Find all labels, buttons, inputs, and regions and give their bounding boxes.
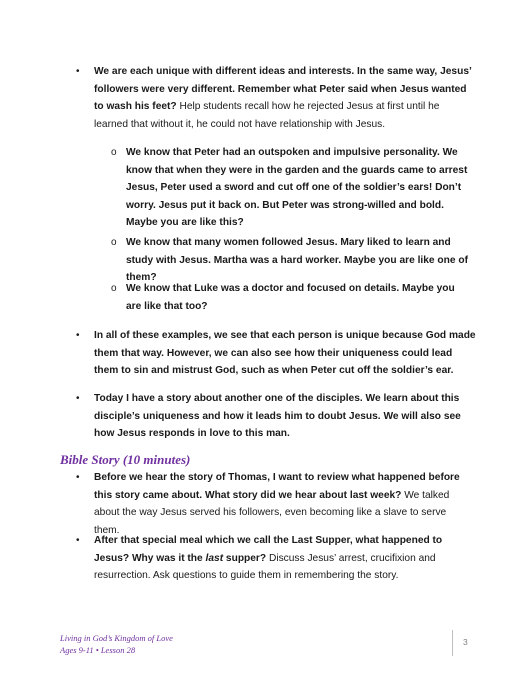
paragraph	[94, 390, 474, 443]
paragraph-normal: Discuss Jesus’ arrest, crucifixion and resurrection. Ask questions to guide them in remembering the story.	[94, 552, 436, 582]
paragraph-italic: last	[205, 552, 224, 564]
paragraph-normal: We talked about the way Jesus served his followers, even becoming like a slave to serve them.	[94, 489, 450, 536]
paragraph	[94, 63, 474, 133]
footer-divider	[452, 630, 453, 656]
footer-subtitle: Ages 9-11 • Lesson 28	[60, 645, 136, 655]
paragraph-bold: Today I have a story about another one of the disciples. We learn about this disciple’s uniqueness and how it leads him to doubt Jesus. We will also see how Jesus responds in love to this man.	[94, 393, 461, 440]
paragraph	[126, 144, 471, 232]
sub-bullet: o	[111, 237, 117, 248]
paragraph-bold: We know that many women followed Jesus. Mary liked to learn and study with Jesus. Martha was a hard worker. Maybe you are like one of them?	[126, 237, 468, 284]
paragraph-bold: We are each unique with different ideas and interests. In the same way, Jesus’ followers were very different. Remember what Peter said when Jesus wanted to wash his feet?	[94, 66, 472, 113]
paragraph-bold: We know that Luke was a doctor and focused on details. Maybe you are like that too?	[126, 283, 455, 312]
paragraph-bold: After that special meal which we call the Last Supper, what happened to Jesus? Why was it the	[94, 535, 443, 564]
section-heading: Bible Story (10 minutes)	[60, 452, 191, 467]
bullet: •	[76, 393, 80, 404]
sub-bullet: o	[111, 147, 117, 158]
bullet: •	[76, 330, 80, 341]
paragraph-normal: Help students recall how he rejected Jesus at first until he learned that without it, he could not have relationship with Jesus.	[94, 101, 440, 130]
paragraph-bold: In all of these examples, we see that each person is unique because God made them that way. However, we can also see how their uniqueness could lead them to sin and mistrust God, such as when Peter cut off the soldier’s ear.	[94, 330, 476, 377]
paragraph-bold: We know that Peter had an outspoken and impulsive personality. We know that when they were in the garden and the guards came to arrest Jesus, Peter used a sword and cut off one of the soldier’s ears! Don’t worry. Jesus put it back on. But Peter was strong-willed and bold. Maybe you are like this?	[126, 147, 468, 229]
bullet: •	[76, 472, 80, 483]
paragraph	[94, 469, 474, 539]
bullet: •	[76, 535, 80, 546]
page-number: 3	[463, 637, 468, 647]
bullet: •	[76, 66, 80, 77]
paragraph	[94, 327, 479, 380]
sub-bullet: o	[111, 283, 117, 294]
paragraph	[94, 532, 469, 585]
paragraph-bold: Before we hear the story of Thomas, I want to review what happened before this story came about. What story did we hear about last week?	[94, 472, 460, 501]
paragraph	[126, 234, 471, 287]
footer-title: Living in God’s Kingdom of Love	[60, 633, 173, 643]
paragraph	[126, 280, 466, 315]
paragraph-bold: supper?	[223, 552, 267, 564]
